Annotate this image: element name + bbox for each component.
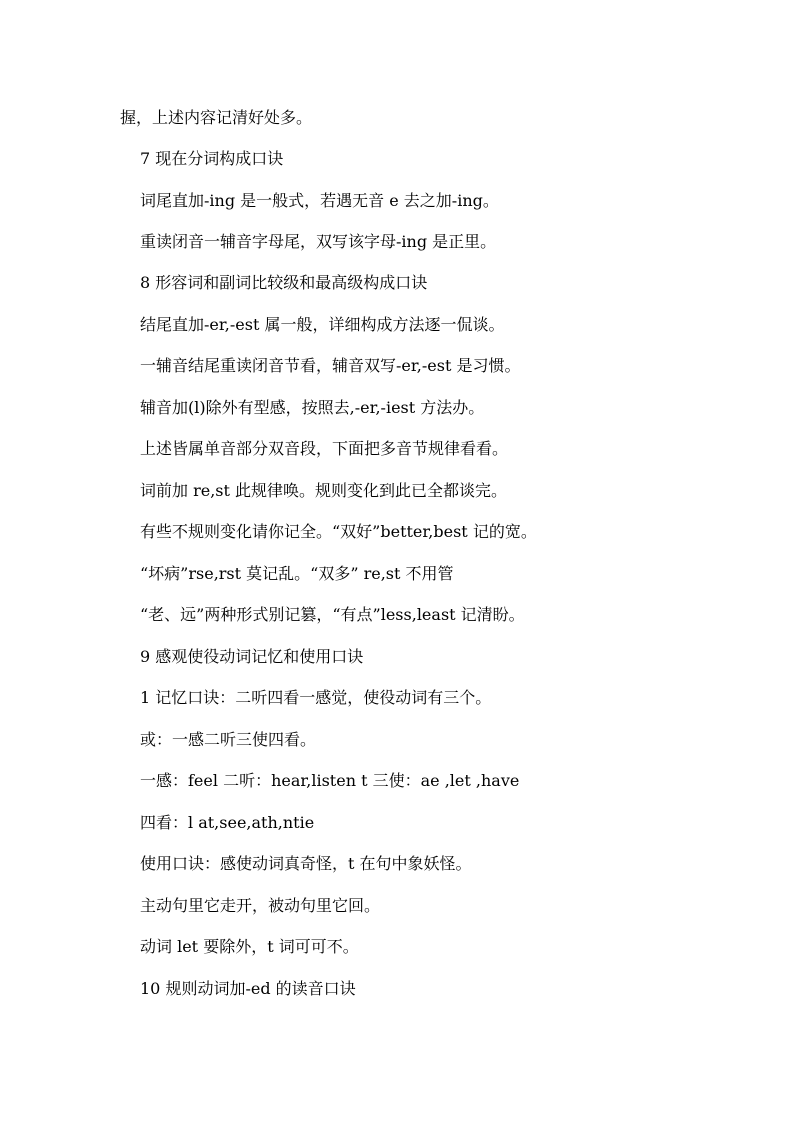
text-line-1: 握，上述内容记清好处多。 <box>120 108 313 127</box>
text-line-4: 重读闭音一辅音字母尾，双写该字母-ing 是正里。 <box>140 232 497 251</box>
text-line-8: 辅音加(l)除外有型感，按照去,-er,-iest 方法办。 <box>140 398 485 417</box>
text-line-11: 有些不规则变化请你记全。“双好”better,best 记的宽。 <box>140 522 537 541</box>
text-line-20: 主动句里它走开，被动句里它回。 <box>140 896 381 915</box>
text-line-9: 上述皆属单音部分双音段，下面把多音节规律看看。 <box>140 439 509 458</box>
text-line-21: 动词 let 要除外，t 词可可不。 <box>140 937 359 956</box>
text-line-10: 词前加 re,st 此规律唤。规则变化到此已全都谈完。 <box>140 481 508 500</box>
text-line-3: 词尾直加-ing 是一般式，若遇无音 e 去之加-ing。 <box>140 191 499 210</box>
text-line-19: 使用口诀：感使动词真奇怪，t 在句中象妖怪。 <box>140 854 472 873</box>
section-heading-8: 8 形容词和副词比较级和最高级构成口诀 <box>140 273 428 292</box>
text-line-13: “老、远”两种形式别记篡，“有点”less,least 记清盼。 <box>140 605 525 624</box>
text-line-7: 一辅音结尾重读闭音节看，辅音双写-er,-est 是习惯。 <box>140 356 521 375</box>
text-line-16: 或：一感二听三使四看。 <box>140 730 317 749</box>
section-heading-9: 9 感观使役动词记忆和使用口诀 <box>140 647 364 666</box>
text-line-12: “坏病”rse,rst 莫记乱。“双多” re,st 不用管 <box>140 564 454 583</box>
text-line-17: 一感：feel 二听：hear,listen t 三使：ae ,let ,have <box>140 771 520 790</box>
text-line-15: 1 记忆口诀：二听四看一感觉，使役动词有三个。 <box>140 688 492 707</box>
section-heading-7: 7 现在分词构成口诀 <box>140 149 284 168</box>
text-line-18: 四看：l at,see,ath,ntie <box>140 813 315 832</box>
text-line-6: 结尾直加-er,-est 属一般，详细构成方法逐一侃谈。 <box>140 315 505 334</box>
section-heading-10: 10 规则动词加-ed 的读音口诀 <box>140 979 356 998</box>
